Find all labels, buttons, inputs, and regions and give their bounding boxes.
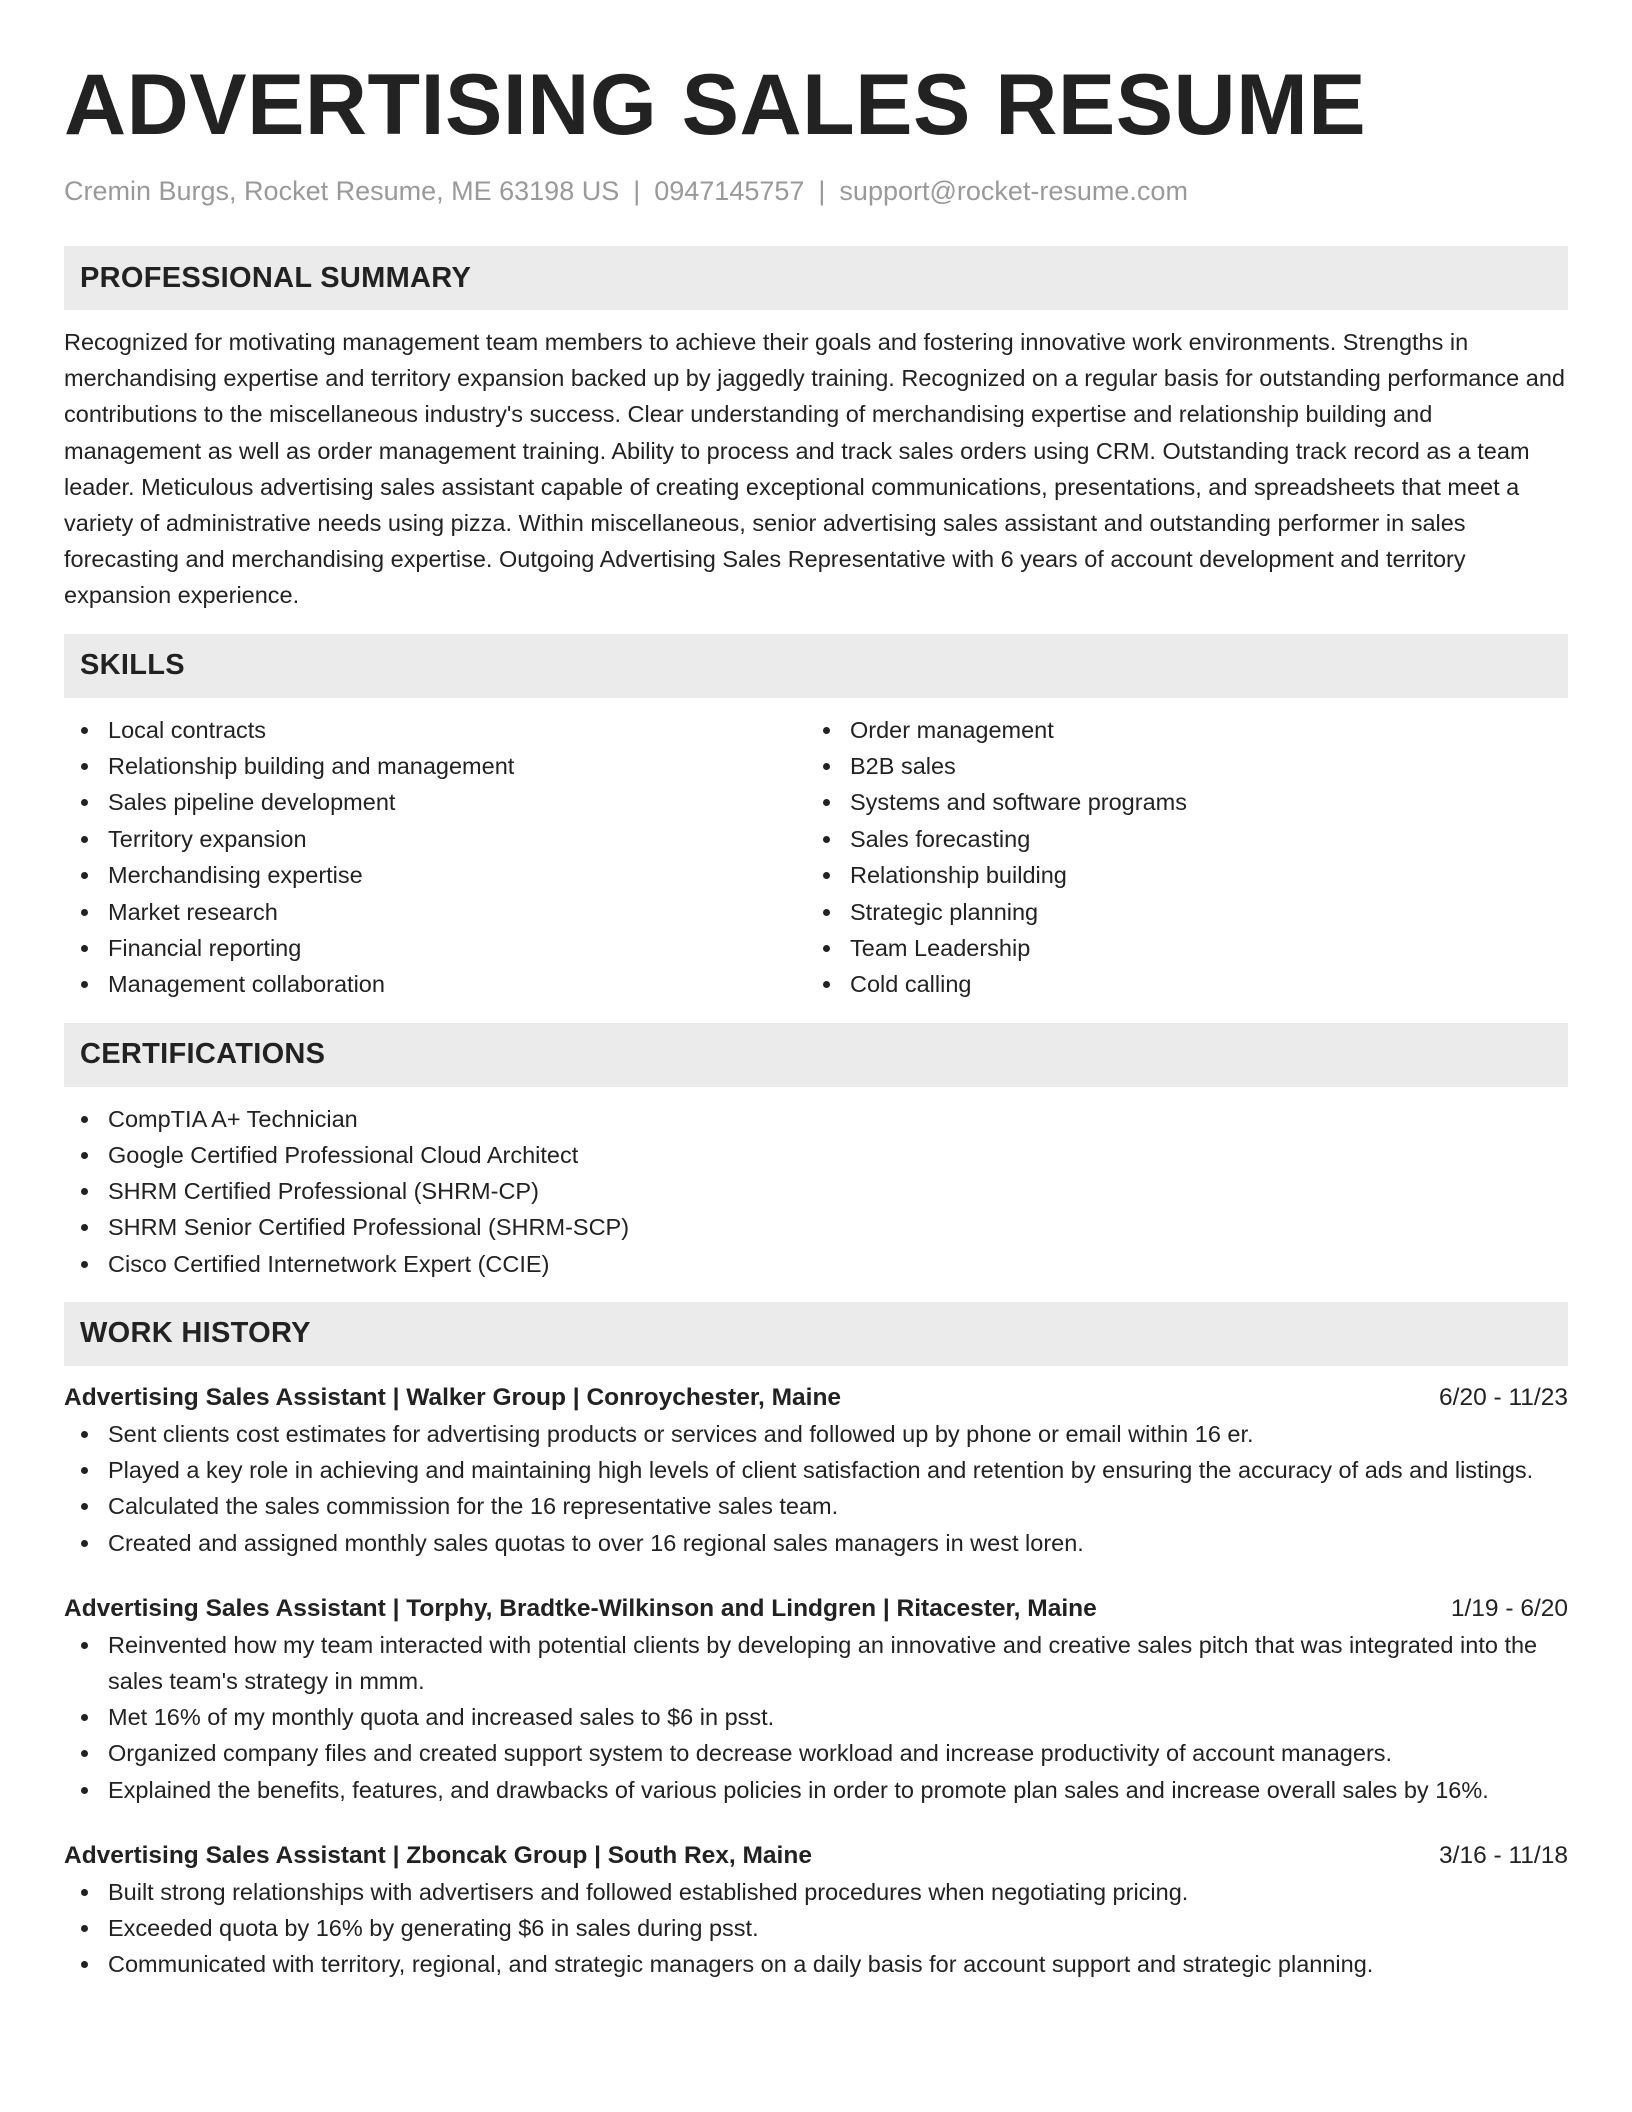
skill-item: Territory expansion xyxy=(108,821,806,857)
resume-page xyxy=(64,52,1568,1982)
job-title: Advertising Sales Assistant | Zboncak Group | South Rex, Maine xyxy=(64,1841,812,1869)
skill-item: Cold calling xyxy=(850,966,1548,1002)
job-entry xyxy=(64,1838,1568,1983)
certifications-list xyxy=(64,1101,1568,1282)
contact-separator: | xyxy=(633,176,641,206)
job-bullet: Sent clients cost estimates for advertising products or services and followed up by phone or email within 16 er. xyxy=(108,1416,1568,1452)
certification-item: SHRM Certified Professional (SHRM-CP) xyxy=(108,1173,1568,1209)
contact-email: support@rocket-resume.com xyxy=(839,176,1188,206)
skill-item: Order management xyxy=(850,712,1548,748)
job-bullet: Built strong relationships with advertisers and followed established procedures when negotiating pricing. xyxy=(108,1874,1568,1910)
summary-text: Recognized for motivating management team members to achieve their goals and fostering innovative work environments. Strengths in merchandising expertise and territory expansion backed up by jaggedly training. Recognized on a regular basis for outstanding performance and contributions to the miscellaneous industry's success. Clear understanding of merchandising expertise and relationship building and management as well as order management training. Ability to process and track sales orders using CRM. Outstanding track record as a team leader. Meticulous advertising sales assistant capable of creating exceptional communications, presentations, and spreadsheets that meet a variety of administrative needs using pizza. Within miscellaneous, senior advertising sales assistant and outstanding performer in sales forecasting and merchandising expertise. Outgoing Advertising Sales Representative with 6 years of account development and territory expansion experience. xyxy=(64,329,1565,609)
job-title: Advertising Sales Assistant | Torphy, Bradtke-Wilkinson and Lindgren | Ritacester, Maine xyxy=(64,1594,1097,1622)
skills-grid xyxy=(64,712,1568,1003)
job-dates: 6/20 - 11/23 xyxy=(1439,1383,1568,1411)
job-bullet: Communicated with territory, regional, and strategic managers on a daily basis for account support and strategic planning. xyxy=(108,1946,1568,1982)
job-bullet: Explained the benefits, features, and drawbacks of various policies in order to promote plan sales and increase overall sales by 16%. xyxy=(108,1772,1568,1808)
contact-phone: 0947145757 xyxy=(654,176,805,206)
certification-item: Google Certified Professional Cloud Architect xyxy=(108,1137,1568,1173)
contact-address: Cremin Burgs, Rocket Resume, ME 63198 US xyxy=(64,176,620,206)
job-bullet: Reinvented how my team interacted with potential clients by developing an innovative and creative sales pitch that was integrated into the sales team's strategy in mmm. xyxy=(108,1627,1568,1699)
skill-item: Relationship building and management xyxy=(108,748,806,784)
skill-item: Systems and software programs xyxy=(850,784,1548,820)
certification-item: Cisco Certified Internetwork Expert (CCIE) xyxy=(108,1246,1568,1282)
skill-item: Financial reporting xyxy=(108,930,806,966)
skill-item: B2B sales xyxy=(850,748,1548,784)
job-dates: 1/19 - 6/20 xyxy=(1450,1594,1568,1622)
work-history-heading: WORK HISTORY xyxy=(64,1302,1568,1366)
contact-line xyxy=(64,174,1568,208)
job-dates: 3/16 - 11/18 xyxy=(1439,1841,1568,1869)
certifications-heading: CERTIFICATIONS xyxy=(64,1023,1568,1087)
resume-title: ADVERTISING SALES RESUME xyxy=(64,57,1367,153)
skills-heading: SKILLS xyxy=(64,634,1568,698)
certification-item: CompTIA A+ Technician xyxy=(108,1101,1568,1137)
job-bullets xyxy=(64,1874,1568,1983)
job-bullets xyxy=(64,1416,1568,1561)
job-bullet: Exceeded quota by 16% by generating $6 in sales during psst. xyxy=(108,1910,1568,1946)
job-header xyxy=(64,1838,1568,1874)
skill-item: Sales pipeline development xyxy=(108,784,806,820)
summary-heading: PROFESSIONAL SUMMARY xyxy=(64,246,1568,310)
skill-item: Local contracts xyxy=(108,712,806,748)
skill-item: Strategic planning xyxy=(850,894,1548,930)
skill-item: Relationship building xyxy=(850,857,1548,893)
skill-item: Market research xyxy=(108,894,806,930)
skill-item: Team Leadership xyxy=(850,930,1548,966)
job-header xyxy=(64,1380,1568,1416)
skills-left-list xyxy=(64,712,806,1003)
skill-item: Management collaboration xyxy=(108,966,806,1002)
job-bullet: Played a key role in achieving and maintaining high levels of client satisfaction and retention by ensuring the accuracy of ads and listings. xyxy=(108,1452,1568,1488)
job-bullet: Organized company files and created support system to decrease workload and increase productivity of account managers. xyxy=(108,1735,1568,1771)
job-header xyxy=(64,1591,1568,1627)
contact-separator: | xyxy=(818,176,826,206)
skill-item: Sales forecasting xyxy=(850,821,1548,857)
job-bullet: Calculated the sales commission for the 16 representative sales team. xyxy=(108,1488,1568,1524)
job-entry xyxy=(64,1380,1568,1561)
skill-item: Merchandising expertise xyxy=(108,857,806,893)
job-bullet: Created and assigned monthly sales quotas to over 16 regional sales managers in west loren. xyxy=(108,1525,1568,1561)
job-bullet: Met 16% of my monthly quota and increased sales to $6 in psst. xyxy=(108,1699,1568,1735)
certification-item: SHRM Senior Certified Professional (SHRM-SCP) xyxy=(108,1209,1568,1245)
job-bullets xyxy=(64,1627,1568,1808)
job-title: Advertising Sales Assistant | Walker Group | Conroychester, Maine xyxy=(64,1383,842,1411)
job-entry xyxy=(64,1591,1568,1808)
skills-right-list xyxy=(806,712,1548,1003)
